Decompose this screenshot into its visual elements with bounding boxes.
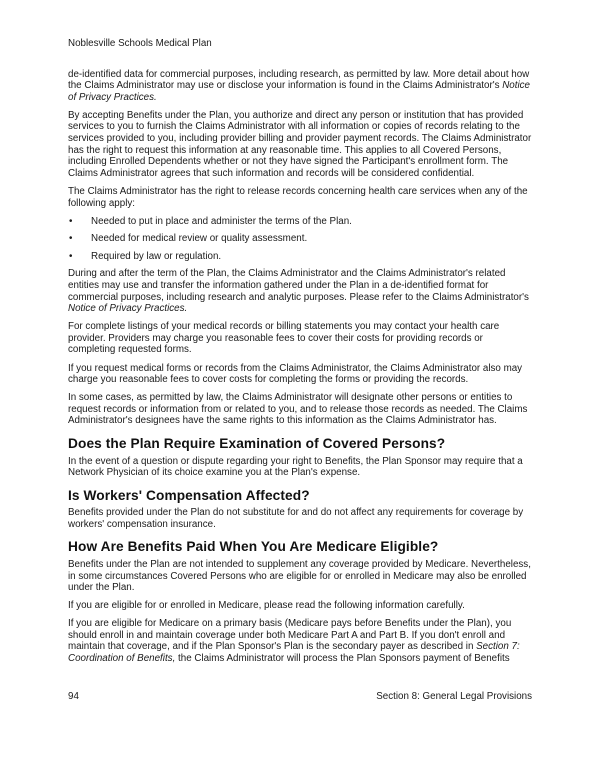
bullet-icon: • — [69, 250, 73, 262]
paragraph: If you request medical forms or records from the Claims Administrator, the Claims Administrator also may charge you reasonable fees to cover costs for completing the forms or providing the records. — [68, 362, 523, 386]
list-item-text: Needed to put in place and administer the terms of the Plan. — [91, 215, 352, 227]
italic-text: Notice of Privacy Practices. — [68, 303, 188, 315]
footer-section-label: Section 8: General Legal Provisions — [376, 691, 532, 702]
paragraph-text: de-identified data for commercial purposes, including research, as permitted by law. More detail about how the Claims Administrator may use or disclose your information is found in the Claims Administrator's — [68, 68, 530, 92]
document-body — [68, 69, 532, 665]
list-item — [68, 233, 532, 245]
paragraph: Benefits under the Plan are not intended to supplement any coverage provided by Medicare. Nevertheless, in some circumstances Covered Persons who are eligible for or enrolled in Medicare may also be enrolled under the Plan. — [68, 558, 531, 594]
paragraph: Benefits provided under the Plan do not substitute for and do not affect any requirements for coverage by workers' compensation insurance. — [68, 507, 524, 530]
italic-text: Notice of Privacy Practices. — [68, 80, 530, 103]
italic-text: Section 7: Coordination of Benefits, — [68, 641, 520, 665]
list-item — [68, 216, 532, 228]
section-heading-workers-compensation: Is Workers' Compensation Affected? — [68, 487, 310, 503]
page-number: 94 — [68, 691, 79, 702]
bullet-icon: • — [69, 233, 73, 245]
paragraph-text: If you are eligible for Medicare on a primary basis (Medicare pays before Benefits under the Plan), you should enroll in and maintain coverage under both Medicare Part A and Part B. If you don't enroll and maintain that coverage, and if the Plan Sponsor's Plan is the secondary payer as described in — [68, 618, 512, 653]
bullet-list — [68, 216, 532, 263]
running-header: Noblesville Schools Medical Plan — [68, 38, 212, 49]
paragraph: In some cases, as permitted by law, the Claims Administrator will designate other persons or entities to request records or information from or related to you, and to release those records as needed. The Claims Administrator's designees have the same rights to this information as the Claims Administrator has. — [68, 392, 528, 427]
page-content — [68, 38, 532, 671]
paragraph: The Claims Administrator has the right to release records concerning health care services when any of the following apply: — [68, 185, 528, 209]
paragraph-text: During and after the term of the Plan, the Claims Administrator and the Claims Administrator's related entities may use and transfer the information gathered under the Plan in a de-identified format for commercial purposes, including research and analytic purposes. Please refer to the Claims Administrator's — [68, 268, 529, 303]
list-item-text: Required by law or regulation. — [91, 250, 222, 262]
section-heading-examination: Does the Plan Require Examination of Covered Persons? — [68, 436, 446, 452]
paragraph: If you are eligible for or enrolled in Medicare, please read the following information carefully. — [68, 600, 465, 612]
paragraph: For complete listings of your medical records or billing statements you may contact your health care provider. Providers may charge you reasonable fees to cover their costs for providing records or completing requested forms. — [68, 321, 500, 356]
list-item-text: Needed for medical review or quality assessment. — [91, 233, 308, 245]
page-footer — [68, 691, 532, 703]
list-item — [68, 251, 532, 263]
bullet-icon: • — [69, 215, 73, 227]
paragraph-text: the Claims Administrator will process the Plan Sponsors payment of Benefits — [175, 653, 510, 665]
paragraph — [68, 69, 532, 104]
paragraph — [68, 268, 532, 314]
paragraph: In the event of a question or dispute regarding your right to Benefits, the Plan Sponsor may require that a Network Physician of its choice examine you at the Plan's expense. — [68, 455, 523, 479]
paragraph — [68, 618, 532, 664]
paragraph: By accepting Benefits under the Plan, you authorize and direct any person or institution that has provided services to you to furnish the Claims Administrator with all information or copies of records relating to the services provided to you, including provider billing and provider payment records. The Claims Administrator has the right to request this information at any reasonable time. This applies to all Covered Persons, including Enrolled Dependents whether or not they have signed the Participant's enrollment form. The Claims Administrator agrees that such information and records will be considered confidential. — [68, 109, 532, 179]
section-heading-medicare: How Are Benefits Paid When You Are Medicare Eligible? — [68, 539, 439, 555]
